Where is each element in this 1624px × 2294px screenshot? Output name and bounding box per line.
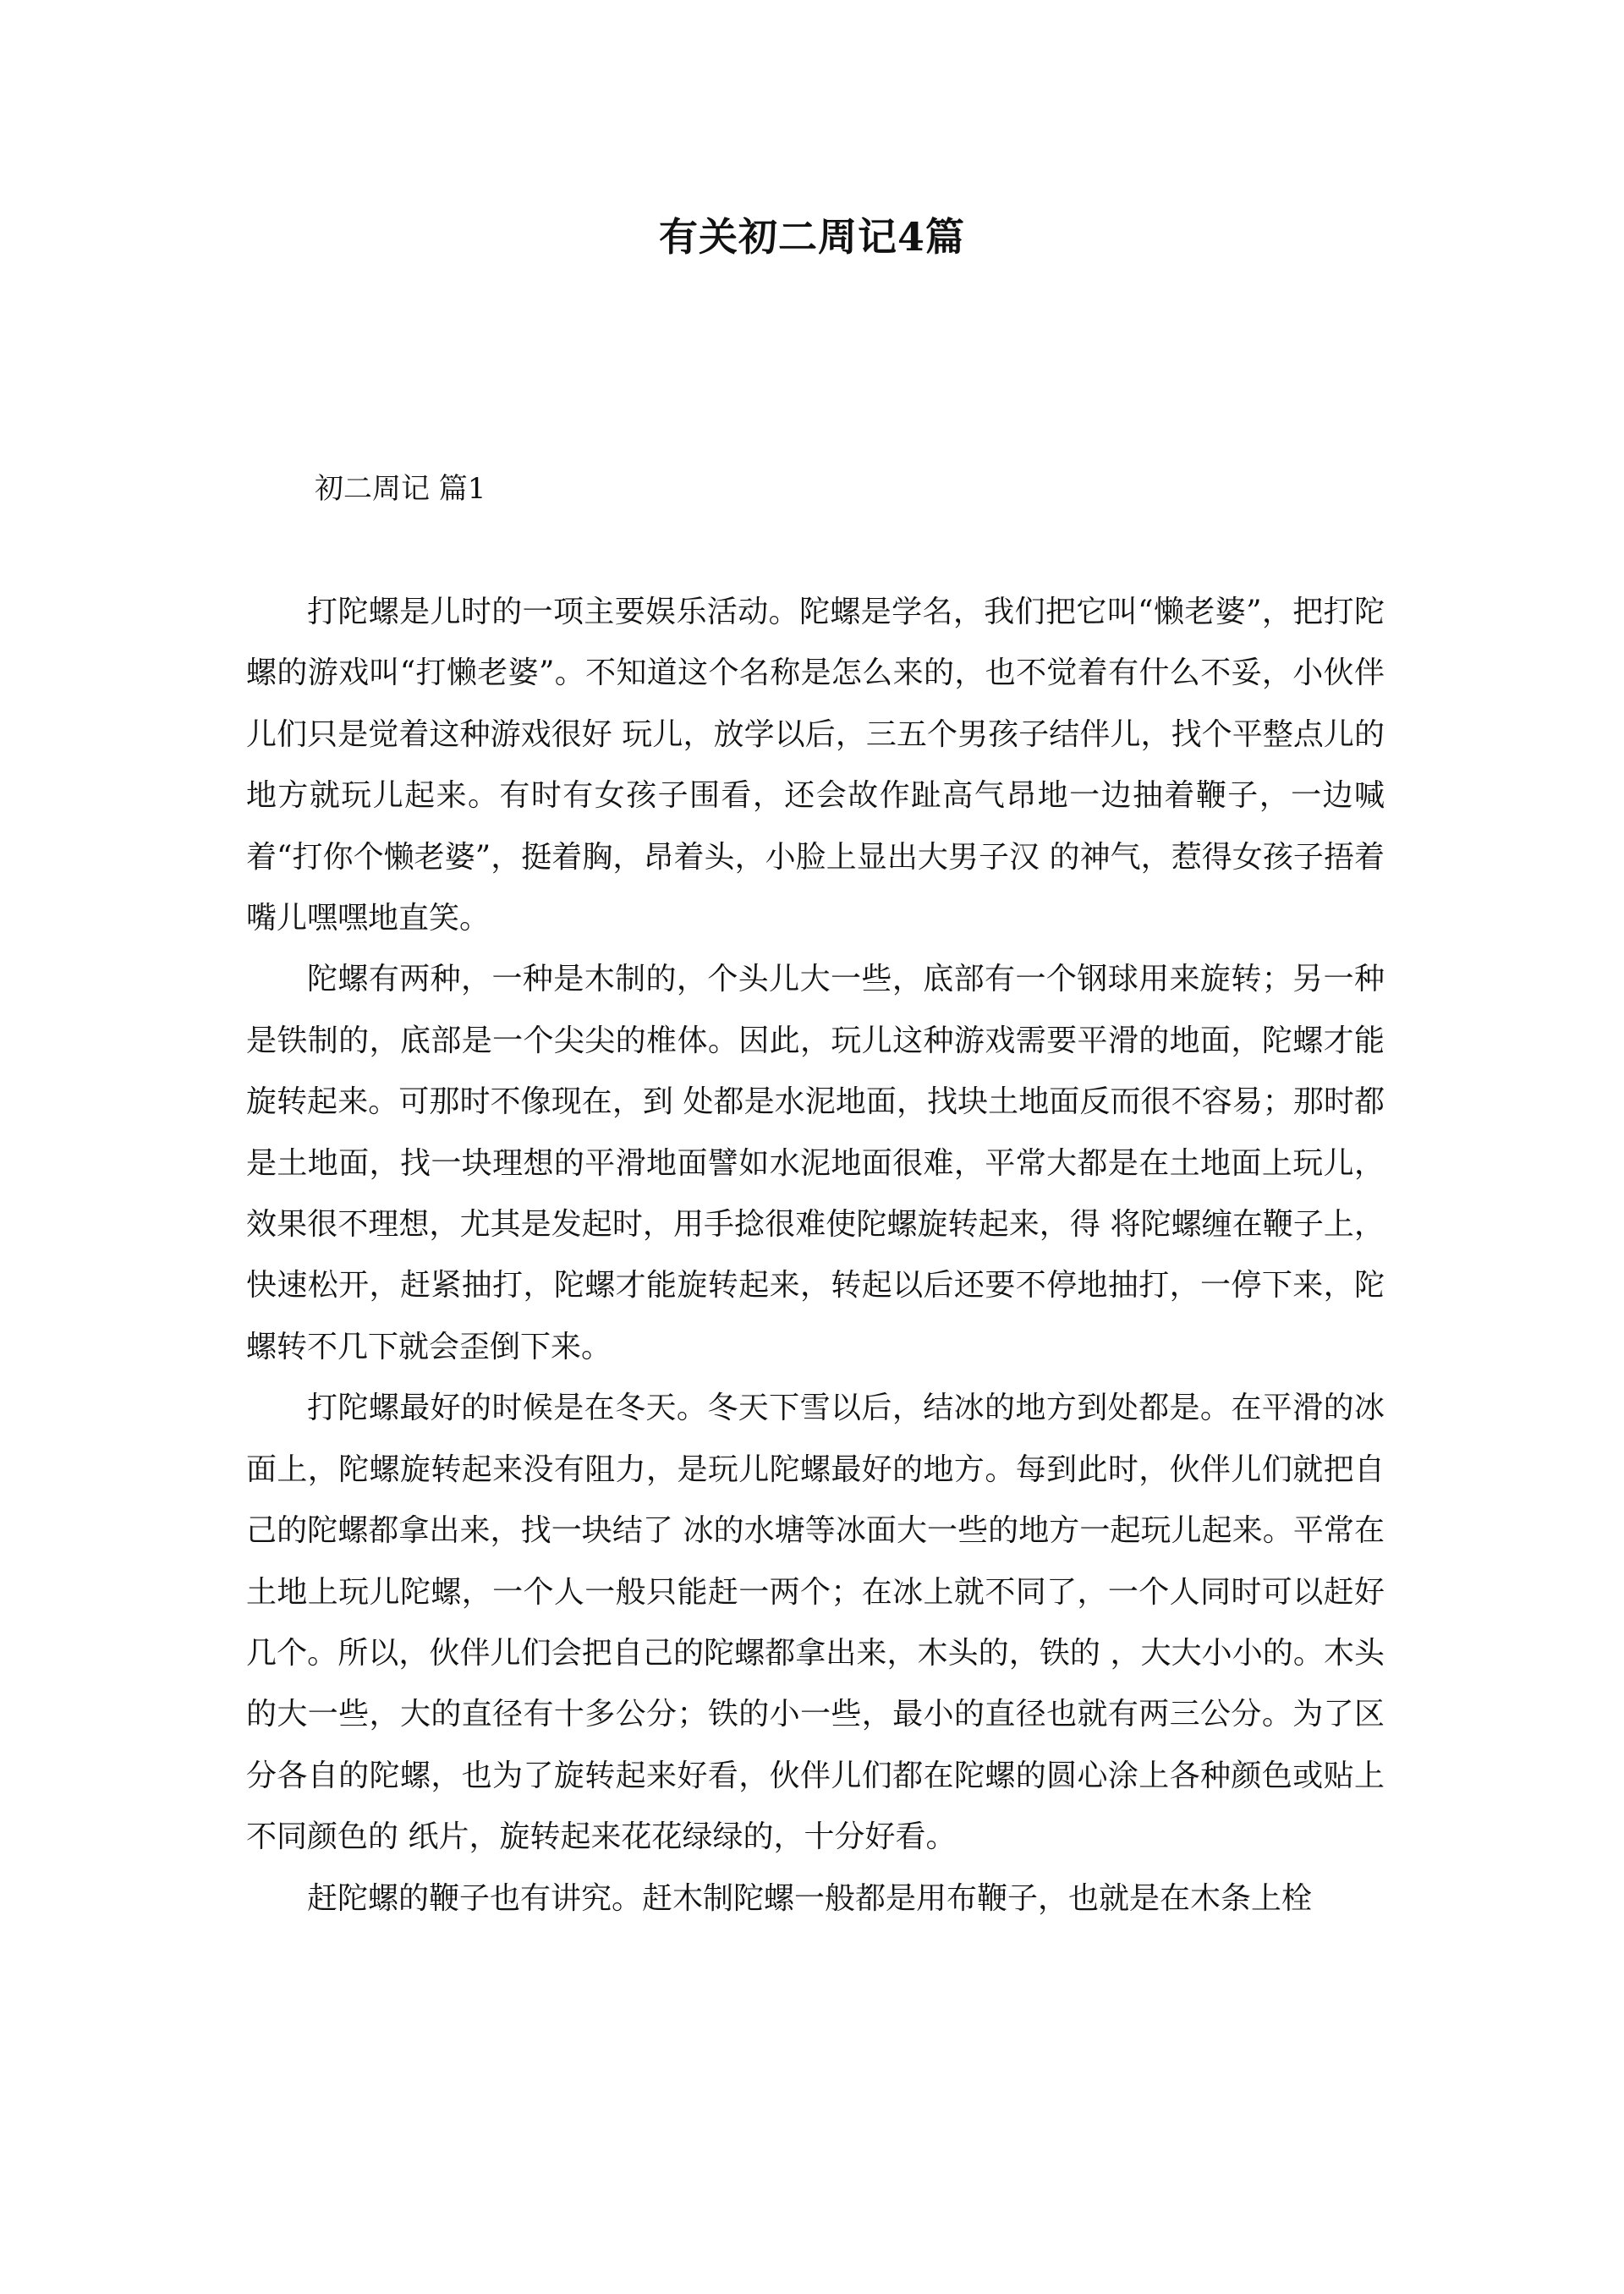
document-title: 有关初二周记4篇 [658, 214, 965, 260]
paragraph-4: 赶陀螺的鞭子也有讲究。赶木制陀螺一般都是用布鞭子，也就是在木条上栓 [307, 1880, 1313, 1916]
paragraph-2: 陀螺有两种，一种是木制的，个头儿大一些，底部有一个钢球用来旋转；另一种是铁制的，底部是一个尖尖的椎体。因此，玩儿这种游戏需要平滑的地面，陀螺才能旋转起来。可那时不像现在，到 处都是水泥地面，找块土地面反而很不容易；那时都是土地面，找一块理想的平滑地面譬如水泥地面很难，平常大都是在土地面上玩儿，效果很不理想，尤其是发起时，用手捻很难使陀螺旋转起来，得 将陀螺缠在鞭子上，快速松开，赶紧抽打，陀螺才能旋转起来，转起以后还要不停地抽打，一停下来，陀螺转不几下就会歪倒下来。 [246, 962, 1385, 1364]
section-heading: 初二周记 篇1 [315, 472, 486, 506]
body-text [246, 582, 1385, 1929]
paragraph-3: 打陀螺最好的时候是在冬天。冬天下雪以后，结冰的地方到处都是。在平滑的冰面上，陀螺旋转起来没有阻力，是玩儿陀螺最好的地方。每到此时，伙伴儿们就把自己的陀螺都拿出来，找一块结了 冰的水塘等冰面大一些的地方一起玩儿起来。平常在土地上玩儿陀螺，一个人一般只能赶一两个；在冰上就不同了，一个人同时可以赶好几个。所以，伙伴儿们会把自己的陀螺都拿出来，木头的，铁的 ，大大小小的。木头的大一些，大的直径有十多公分；铁的小一些，最小的直径也就有两三公分。为了区分各自的陀螺，也为了旋转起来好看，伙伴儿们都在陀螺的圆心涂上各种颜色或贴上不同颜色的 纸片，旋转起来花花绿绿的，十分好看。 [246, 1391, 1385, 1855]
paragraph-1: 打陀螺是儿时的一项主要娱乐活动。陀螺是学名，我们把它叫“懒老婆”，把打陀螺的游戏叫“打懒老婆”。不知道这个名称是怎么来的，也不觉着有什么不妥，小伙伴儿们只是觉着这种游戏很好 玩儿，放学以后，三五个男孩子结伴儿，找个平整点儿的地方就玩儿起来。有时有女孩子围看，还会故作趾高气昂地一边抽着鞭子，一边喊着“打你个懒老婆”，挺着胸，昂着头，小脸上显出大男子汉 的神气，惹得女孩子捂着嘴儿嘿嘿地直笑。 [246, 595, 1385, 936]
